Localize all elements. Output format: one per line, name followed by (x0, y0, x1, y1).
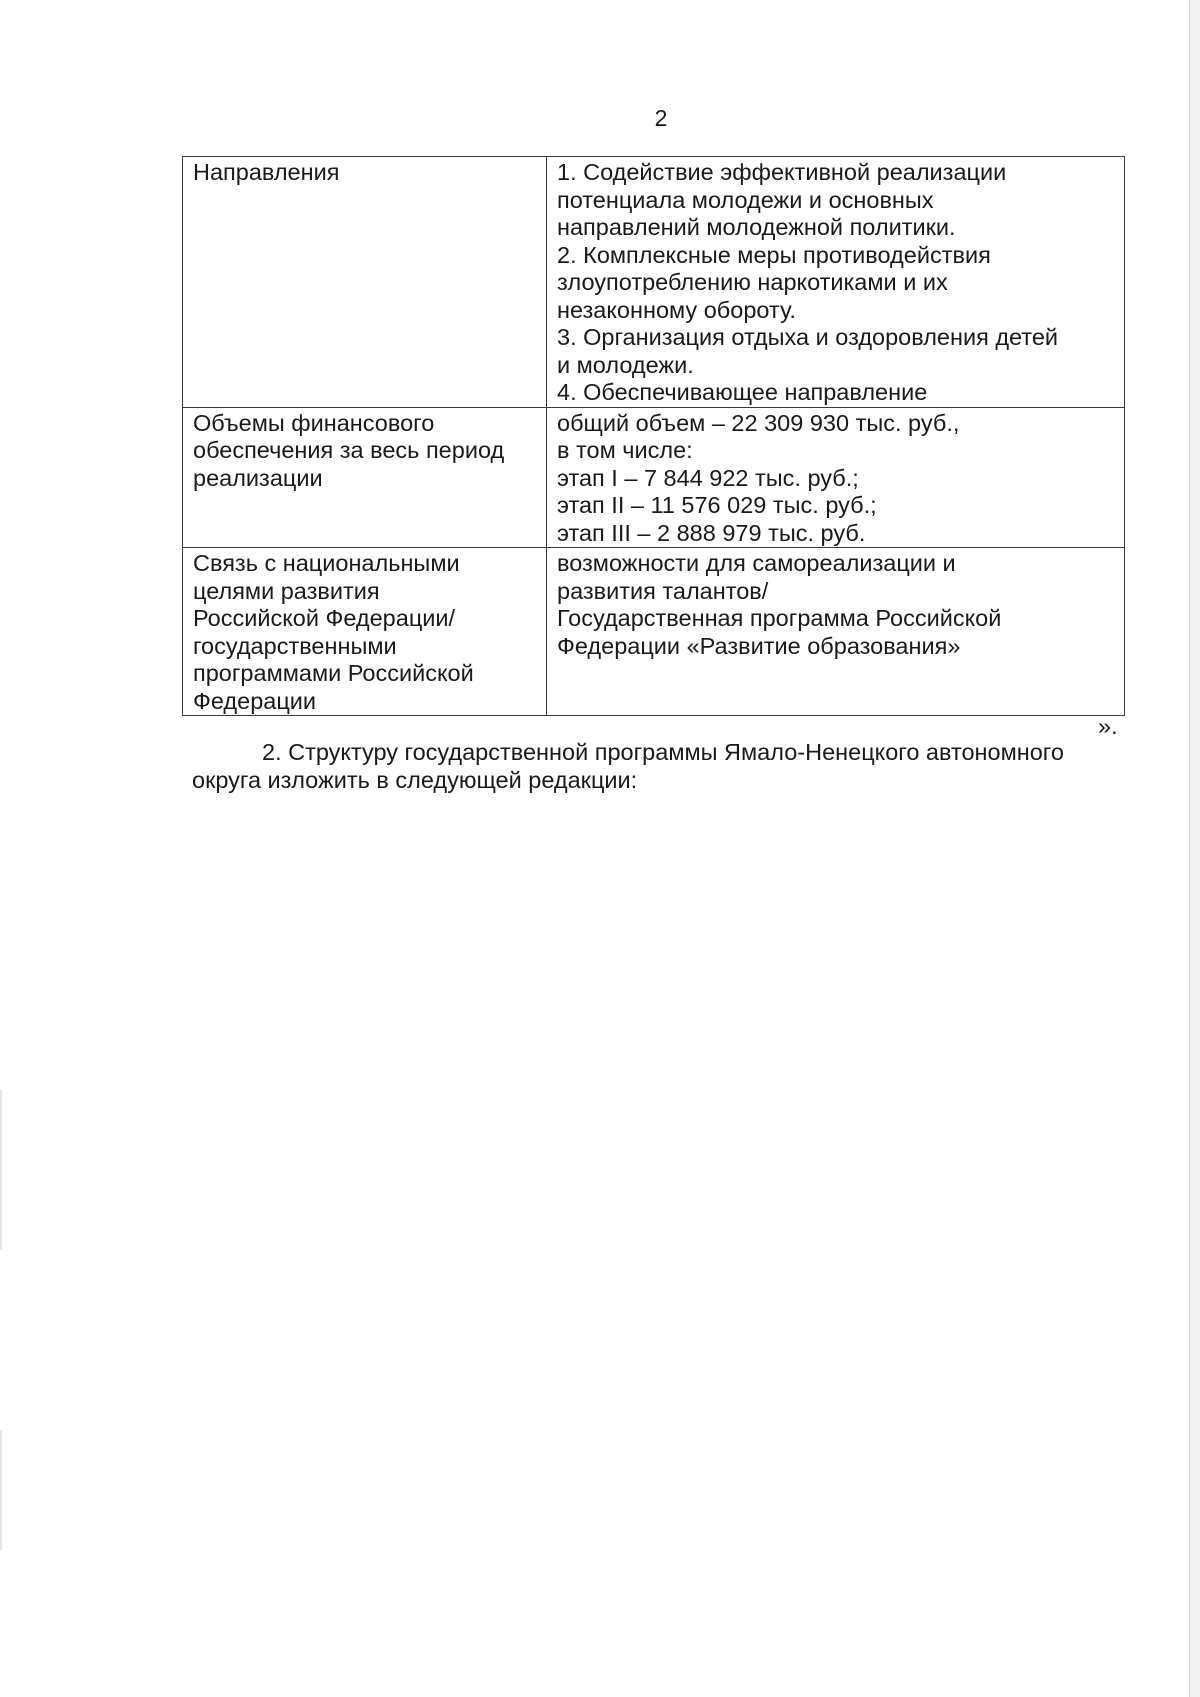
cell-text-line: направлений молодежной политики. (557, 214, 956, 240)
body-paragraph (192, 739, 1132, 794)
cell-text-line: Объемы финансового (193, 409, 435, 436)
cell-text-line: Российской Федерации/ (193, 605, 456, 631)
cell-text-line: этап I – 7 844 922 тыс. руб.; (557, 464, 859, 491)
cell-text-line: незаконному обороту. (557, 296, 796, 323)
cell-text-line: 4. Обеспечивающее направление (557, 379, 928, 405)
closing-quote: ». (1098, 713, 1118, 739)
cell-text-line: этап II – 11 576 029 тыс. руб.; (557, 492, 877, 518)
cell-text-line: реализации (193, 464, 323, 491)
cell-text-line: общий объем – 22 309 930 тыс. руб., (557, 409, 960, 436)
cell-text-line: государственными (193, 632, 397, 659)
row-label-cell (183, 407, 547, 548)
cell-text-line: целями развития (193, 577, 380, 604)
cell-text-line: и молодежи. (557, 351, 694, 378)
cell-text-line: злоупотреблению наркотиками и их (557, 269, 948, 295)
row-label-cell (183, 157, 547, 408)
scan-margin-mark (0, 1430, 2, 1550)
cell-text-line: обеспечения за весь период (193, 437, 505, 463)
cell-text-line: потенциала молодежи и основных (557, 186, 934, 213)
cell-text-line: программами Российской (193, 660, 474, 686)
page-number: 2 (654, 105, 668, 131)
row-value-cell (547, 407, 1125, 548)
paragraph-line: округа изложить в следующей редакции: (192, 766, 638, 793)
cell-text-line: Связь с национальными (193, 550, 460, 576)
cell-text-line: 2. Комплексные меры противодействия (557, 241, 991, 268)
table-row (183, 157, 1125, 408)
cell-text-line: возможности для самореализации и (557, 550, 956, 576)
cell-text-line: Федерации «Развитие образования» (557, 632, 961, 659)
paragraph-line: 2. Структуру государственной программы Ямало-Ненецкого автономного (262, 739, 1064, 765)
cell-text-line: развития талантов/ (557, 577, 769, 604)
row-value-cell (547, 548, 1125, 716)
table-row (183, 407, 1125, 548)
cell-text-line: в том числе: (557, 437, 693, 463)
table-row (183, 548, 1125, 716)
page-scan-edge (1189, 0, 1200, 1697)
scan-margin-mark (0, 1090, 2, 1250)
cell-text-line: Направления (193, 159, 340, 185)
cell-text-line: Государственная программа Российской (557, 605, 1002, 631)
cell-text-line: этап III – 2 888 979 тыс. руб. (557, 519, 866, 546)
program-passport-table (182, 156, 1125, 716)
row-value-cell (547, 157, 1125, 408)
cell-text-line: 3. Организация отдыха и оздоровления детей (557, 324, 1059, 350)
cell-text-line: 1. Содействие эффективной реализации (557, 159, 1007, 185)
row-label-cell (183, 548, 547, 716)
cell-text-line: Федерации (193, 687, 317, 714)
